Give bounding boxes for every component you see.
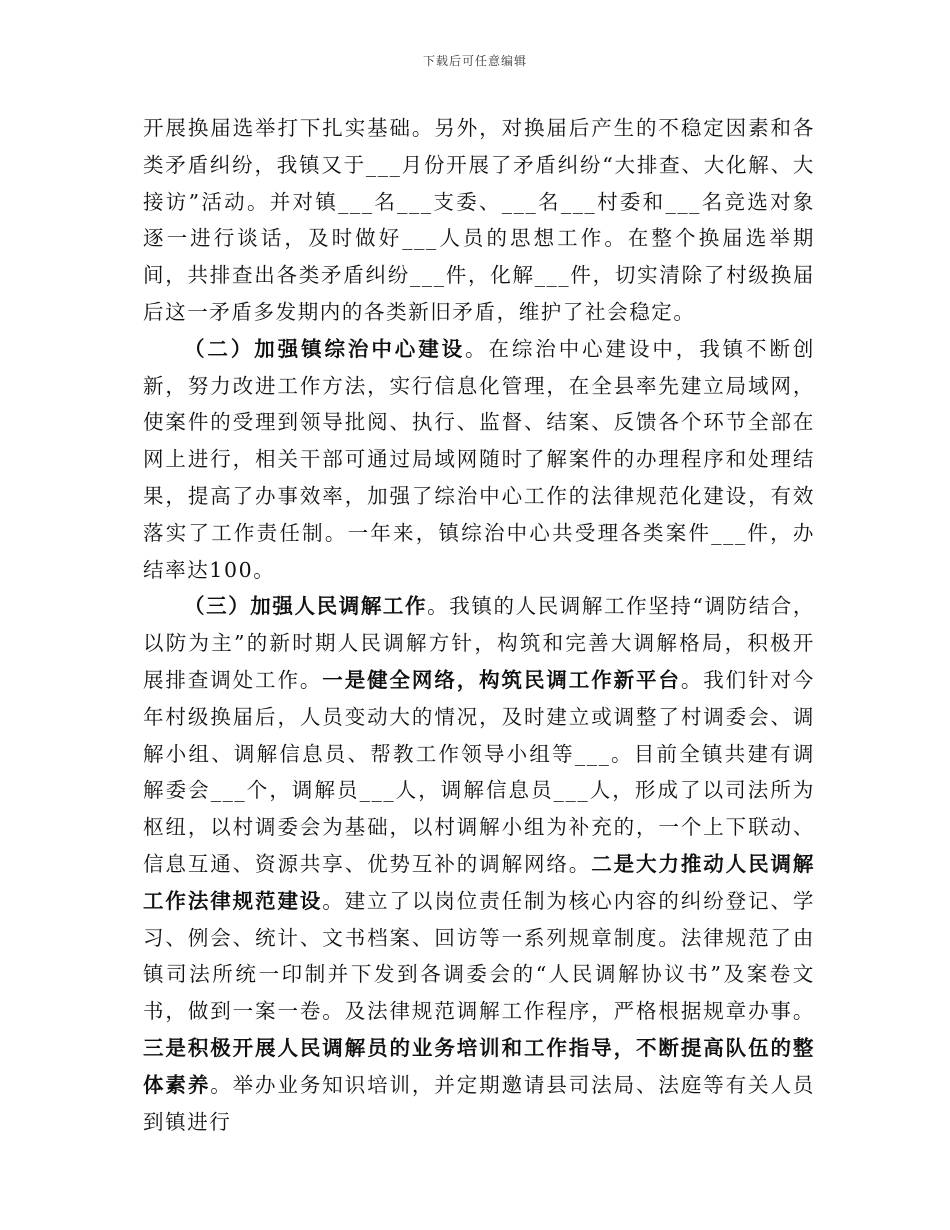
point-two-heading: 二是大力推动人民调解工作法律规范建设 [143,851,816,913]
paragraph-3 [143,588,815,1140]
document-body [143,110,815,1140]
paragraph-1 [143,110,815,331]
paragraph-3-text-d: 。举办业务知识培训，并定期邀请县司法局、法庭等有关人员到镇进行 [143,1072,815,1134]
paragraph-2-text: 。在综治中心建设中，我镇不断创新，努力改进工作方法，实行信息化管理，在全县率先建立局域网，使案件的受理到领导批阅、执行、监督、结案、反馈各个环节全部在网上进行，相关干部可通过局域网随时了解案件的办理程序和处理结果，提高了办事效率，加强了综治中心工作的法律规范化建设，有效落实了工作责任制。一年来，镇综治中心共受理各类案件___件，办结率达100。 [143,336,815,582]
paragraph-3-text-a: 。我镇的人民调解工作坚持“调防结合，以防为主”的新时期人民调解方针，构筑和完善大调解格局，积极开展排查调处工作。 [143,594,816,692]
page-header: 下载后可任意编辑 [422,54,527,68]
paragraph-3-text-c: 。建立了以岗位责任制为核心内容的纠纷登记、学习、例会、统计、文书档案、回访等一系列规章制度。法律规范了由镇司法所统一印制并下发到各调委会的“人民调解协议书”及案卷文书，做到一案一卷。及法律规范调解工作程序，严格根据规章办事。 [143,888,815,1024]
paragraph-1-text: 开展换届选举打下扎实基础。另外，对换届后产生的不稳定因素和各类矛盾纠纷，我镇又于___月份开展了矛盾纠纷“大排查、大化解、大接访”活动。并对镇___名___支委、___名___村委和___名竞选对象逐一进行谈话，及时做好___人员的思想工作。在整个换届选举期间，共排查出各类矛盾纠纷___件，化解___件，切实清除了村级换届后这一矛盾多发期内的各类新旧矛盾，维护了社会稳定。 [143,116,815,324]
paragraph-3-text-b: 。我们针对今年村级换届后，人员变动大的情况，及时建立或调整了村调委会、调解小组、调解信息员、帮教工作领导小组等___。目前全镇共建有调解委会___个，调解员___人，调解信息员___人，形成了以司法所为枢纽，以村调委会为基础，以村调解小组为补充的，一个上下联动、信息互通、资源共享、优势互补的调解网络。 [143,667,815,876]
paragraph-2 [143,331,815,589]
point-three-heading: 三是积极开展人民调解员的业务培训和工作指导，不断提高队伍的整体素养 [143,1035,815,1097]
point-one-heading: 一是健全网络，构筑民调工作新平台 [322,667,681,692]
section-heading-2: （二）加强镇综治中心建设 [184,336,466,361]
section-heading-3: （三）加强人民调解工作 [184,594,428,619]
